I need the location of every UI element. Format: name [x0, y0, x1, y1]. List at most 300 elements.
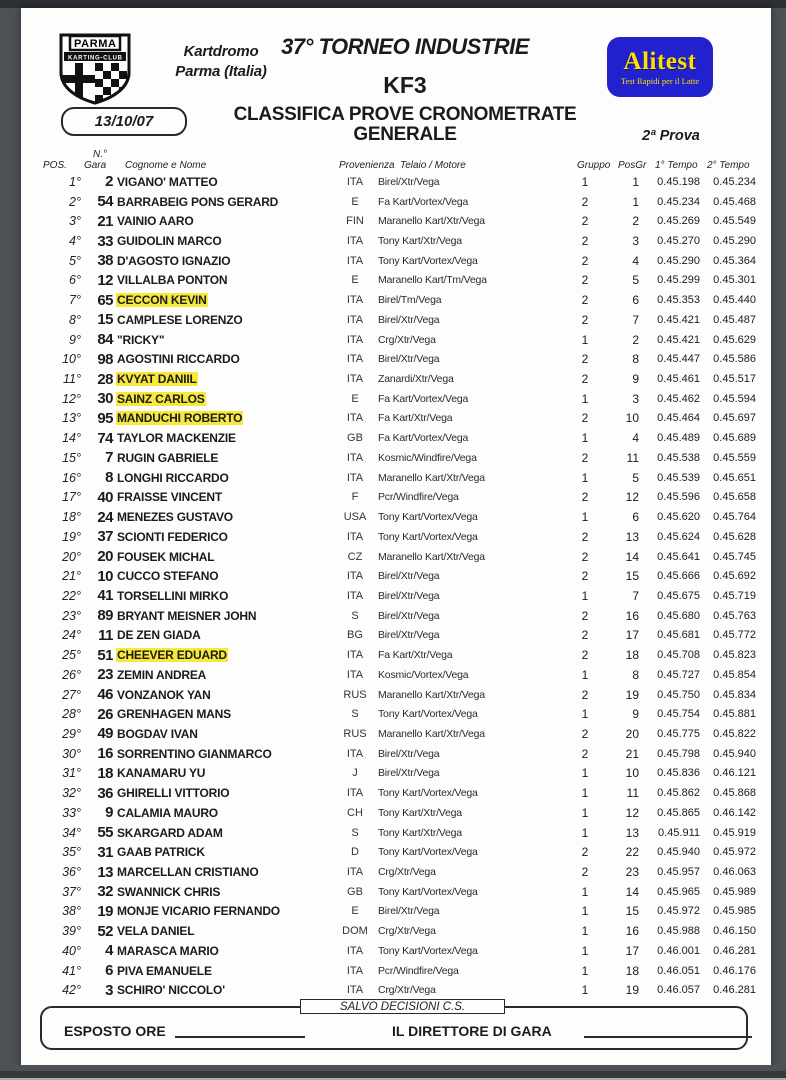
sponsor-name: Alitest — [623, 47, 697, 75]
row-provenance: E — [351, 392, 359, 405]
row-time1: 0.45.972 — [657, 905, 700, 918]
row-provenance: S — [351, 708, 359, 721]
row-time1: 0.45.538 — [657, 451, 700, 464]
direttore-signature-line — [584, 1036, 752, 1038]
table-row — [35, 921, 771, 941]
row-driver-name: AGOSTINI RICCARDO — [117, 352, 240, 367]
row-time2: 0.45.940 — [713, 747, 756, 760]
row-time2: 0.45.764 — [713, 511, 756, 524]
row-group: 2 — [581, 746, 589, 761]
row-position: 35° — [62, 845, 81, 860]
row-group-position: 21 — [625, 746, 639, 761]
row-position: 27° — [62, 687, 81, 702]
row-time2: 0.45.985 — [713, 905, 756, 918]
row-driver-name: VONZANOK YAN — [117, 687, 211, 702]
row-group-position: 5 — [632, 273, 639, 288]
row-time1: 0.45.624 — [657, 530, 700, 543]
row-time2: 0.45.868 — [713, 787, 756, 800]
row-group: 1 — [581, 983, 589, 998]
row-driver-name: PIVA EMANUELE — [117, 963, 212, 978]
table-row — [35, 941, 771, 961]
row-provenance: ITA — [346, 412, 364, 425]
row-race-number: 46 — [97, 686, 113, 704]
row-race-number: 23 — [97, 666, 113, 684]
row-chassis-engine: Pcr/Windfire/Vega — [378, 964, 459, 977]
row-chassis-engine: Birel/Xtr/Vega — [378, 747, 440, 760]
row-provenance: ITA — [346, 589, 364, 602]
row-provenance: DOM — [342, 925, 368, 938]
row-position: 42° — [62, 983, 81, 998]
row-group: 1 — [581, 707, 589, 722]
row-group-position: 4 — [632, 431, 639, 446]
row-time2: 0.45.772 — [713, 629, 756, 642]
row-provenance: USA — [343, 511, 367, 524]
row-position: 2° — [69, 194, 81, 209]
row-race-number: 38 — [97, 252, 113, 270]
row-chassis-engine: Birel/Xtr/Vega — [378, 353, 440, 366]
row-driver-name: TAYLOR MACKENZIE — [117, 431, 236, 446]
club-name-line2: Parma (Italia) — [175, 63, 267, 81]
row-driver-name: VAINIO AARO — [117, 214, 194, 229]
row-group-position: 20 — [625, 726, 639, 741]
row-chassis-engine: Pcr/Windfire/Vega — [378, 491, 459, 504]
table-row — [35, 961, 771, 981]
table-row — [35, 448, 771, 468]
row-race-number: 36 — [97, 784, 113, 802]
row-provenance: ITA — [346, 294, 364, 307]
table-row — [35, 783, 771, 803]
table-row — [35, 428, 771, 448]
row-time2: 0.45.689 — [713, 432, 756, 445]
salvo-decisioni-box: SALVO DECISIONI C.S. — [300, 999, 505, 1014]
row-provenance: ITA — [346, 353, 364, 366]
row-group-position: 11 — [626, 786, 639, 801]
row-provenance: FIN — [346, 215, 364, 228]
row-provenance: D — [351, 846, 359, 859]
row-race-number: 84 — [97, 331, 113, 349]
row-group-position: 19 — [625, 983, 639, 998]
row-driver-name: CAMPLESE LORENZO — [117, 312, 243, 327]
table-row — [35, 744, 771, 764]
row-driver-name: FRAISSE VINCENT — [117, 490, 223, 505]
row-provenance: S — [351, 609, 359, 622]
row-time1: 0.46.051 — [657, 964, 700, 977]
row-group: 1 — [581, 588, 589, 603]
table-column-headers — [21, 148, 771, 171]
esposto-ore-label: ESPOSTO ORE — [64, 1023, 166, 1039]
row-time2: 0.45.834 — [713, 688, 756, 701]
row-group: 2 — [581, 312, 589, 327]
table-row — [35, 980, 771, 1000]
row-time1: 0.45.270 — [657, 235, 700, 248]
row-chassis-engine: Birel/Tm/Vega — [378, 294, 442, 307]
row-chassis-engine: Birel/Xtr/Vega — [378, 570, 440, 583]
row-position: 25° — [62, 648, 81, 663]
row-race-number: 20 — [97, 548, 113, 566]
row-chassis-engine: Tony Kart/Vortex/Vega — [378, 944, 478, 957]
row-group-position: 16 — [625, 608, 639, 623]
table-row — [35, 803, 771, 823]
row-time1: 0.45.836 — [657, 767, 700, 780]
row-time1: 0.45.865 — [657, 806, 700, 819]
row-race-number: 19 — [97, 902, 113, 920]
row-driver-name: GAAB PATRICK — [117, 845, 205, 860]
header-pos: POS. — [43, 160, 67, 171]
row-group-position: 6 — [632, 293, 639, 308]
table-row — [35, 192, 771, 212]
header-posgr: PosGr — [618, 160, 647, 171]
row-time1: 0.45.447 — [657, 353, 700, 366]
row-position: 3° — [69, 214, 81, 229]
row-time1: 0.45.489 — [657, 432, 700, 445]
row-group-position: 18 — [625, 648, 639, 663]
row-time2: 0.45.881 — [713, 708, 756, 721]
results-table-body — [21, 172, 771, 1000]
row-time2: 0.45.468 — [713, 195, 756, 208]
row-provenance: S — [351, 826, 359, 839]
row-provenance: ITA — [346, 175, 364, 188]
row-race-number: 2 — [105, 173, 113, 191]
row-group-position: 14 — [625, 549, 639, 564]
row-group-position: 9 — [632, 707, 639, 722]
table-row — [35, 290, 771, 310]
row-provenance: ITA — [346, 570, 364, 583]
row-provenance: J — [352, 767, 358, 780]
row-group: 2 — [581, 529, 589, 544]
row-provenance: BG — [347, 629, 363, 642]
row-time2: 0.45.517 — [713, 373, 756, 386]
row-chassis-engine: Maranello Kart/Xtr/Vega — [378, 471, 485, 484]
row-driver-name: BOGDAV IVAN — [117, 726, 198, 741]
row-time1: 0.45.675 — [657, 589, 700, 602]
row-group-position: 5 — [632, 470, 639, 485]
row-driver-name: GHIRELLI VITTORIO — [117, 786, 230, 801]
row-race-number: 3 — [105, 981, 113, 999]
row-time1: 0.45.462 — [657, 392, 700, 405]
row-chassis-engine: Maranello Kart/Tm/Vega — [378, 274, 487, 287]
row-group-position: 12 — [625, 805, 639, 820]
row-driver-name: KVYAT DANIIL — [117, 372, 197, 387]
classification-title-line1: CLASSIFICA PROVE CRONOMETRATE — [233, 104, 577, 125]
date-box: 13/10/07 — [61, 107, 187, 136]
table-row — [35, 862, 771, 882]
row-driver-name: SWANNICK CHRIS — [117, 884, 221, 899]
table-row — [35, 547, 771, 567]
row-position: 13° — [62, 411, 81, 426]
row-group-position: 23 — [625, 865, 639, 880]
row-time2: 0.45.919 — [713, 826, 756, 839]
row-position: 22° — [62, 588, 81, 603]
row-group: 1 — [581, 766, 589, 781]
row-chassis-engine: Tony Kart/Vortex/Vega — [378, 787, 478, 800]
row-group-position: 17 — [625, 628, 639, 643]
row-time1: 0.45.421 — [657, 313, 700, 326]
row-time1: 0.45.299 — [657, 274, 700, 287]
row-time2: 0.45.854 — [713, 668, 756, 681]
row-group-position: 8 — [632, 352, 639, 367]
row-position: 36° — [62, 865, 81, 880]
row-group-position: 13 — [625, 825, 639, 840]
row-time1: 0.45.681 — [657, 629, 700, 642]
row-driver-name: D'AGOSTO IGNAZIO — [117, 253, 231, 268]
row-group-position: 6 — [632, 510, 639, 525]
row-time2: 0.46.121 — [713, 767, 756, 780]
row-time1: 0.45.641 — [657, 550, 700, 563]
row-position: 9° — [69, 332, 81, 347]
table-row — [35, 271, 771, 291]
row-group: 2 — [581, 194, 589, 209]
row-time2: 0.45.972 — [713, 846, 756, 859]
header-name: Cognome e Nome — [125, 160, 207, 171]
classification-title — [225, 105, 585, 145]
row-driver-name: MENEZES GUSTAVO — [117, 510, 233, 525]
row-driver-name: DE ZEN GIADA — [117, 628, 201, 643]
row-position: 37° — [62, 884, 81, 899]
row-chassis-engine: Tony Kart/Vortex/Vega — [378, 846, 478, 859]
row-time1: 0.45.421 — [657, 333, 700, 346]
row-position: 1° — [69, 174, 81, 189]
row-driver-name: "RICKY" — [117, 332, 165, 347]
row-chassis-engine: Birel/Xtr/Vega — [378, 767, 440, 780]
row-group-position: 15 — [625, 569, 639, 584]
row-position: 15° — [62, 450, 81, 465]
row-group: 2 — [581, 293, 589, 308]
row-group-position: 17 — [625, 943, 639, 958]
row-time1: 0.46.001 — [657, 944, 700, 957]
row-provenance: ITA — [346, 944, 364, 957]
row-time1: 0.45.727 — [657, 668, 700, 681]
row-position: 8° — [69, 312, 81, 327]
row-race-number: 12 — [97, 271, 113, 289]
row-group-position: 18 — [625, 963, 639, 978]
table-row — [35, 685, 771, 705]
row-time1: 0.45.940 — [657, 846, 700, 859]
row-provenance: ITA — [346, 668, 364, 681]
row-group: 1 — [581, 963, 589, 978]
row-driver-name: ZEMIN ANDREA — [117, 667, 207, 682]
row-time1: 0.45.596 — [657, 491, 700, 504]
row-chassis-engine: Maranello Kart/Xtr/Vega — [378, 550, 485, 563]
row-time2: 0.46.176 — [713, 964, 756, 977]
table-row — [35, 704, 771, 724]
row-race-number: 8 — [105, 469, 113, 487]
row-position: 40° — [62, 943, 81, 958]
row-time2: 0.45.629 — [713, 333, 756, 346]
row-driver-name: SCIONTI FEDERICO — [117, 529, 228, 544]
row-position: 19° — [62, 529, 81, 544]
row-driver-name: SAINZ CARLOS — [117, 391, 205, 406]
row-position: 12° — [62, 391, 81, 406]
row-driver-name: CHEEVER EDUARD — [117, 648, 227, 663]
table-row — [35, 507, 771, 527]
row-group: 1 — [581, 825, 589, 840]
row-driver-name: GUIDOLIN MARCO — [117, 234, 222, 249]
row-chassis-engine: Tony Kart/Vortex/Vega — [378, 511, 478, 524]
row-provenance: RUS — [343, 688, 367, 701]
row-chassis-engine: Tony Kart/Xtr/Vega — [378, 826, 462, 839]
row-group: 1 — [581, 943, 589, 958]
row-position: 10° — [62, 352, 81, 367]
row-group: 1 — [581, 667, 589, 682]
row-group: 2 — [581, 490, 589, 505]
row-race-number: 37 — [97, 528, 113, 546]
row-position: 14° — [62, 431, 81, 446]
row-time1: 0.45.290 — [657, 254, 700, 267]
row-time1: 0.45.988 — [657, 925, 700, 938]
table-row — [35, 211, 771, 231]
row-group-position: 4 — [632, 253, 639, 268]
row-group-position: 15 — [625, 904, 639, 919]
row-chassis-engine: Birel/Xtr/Vega — [378, 609, 440, 622]
table-row — [35, 842, 771, 862]
row-provenance: F — [351, 491, 359, 504]
row-position: 34° — [62, 825, 81, 840]
row-time1: 0.45.198 — [657, 175, 700, 188]
row-race-number: 21 — [97, 212, 113, 230]
table-row — [35, 330, 771, 350]
row-time1: 0.45.680 — [657, 609, 700, 622]
row-chassis-engine: Crg/Xtr/Vega — [378, 866, 436, 879]
row-time1: 0.45.269 — [657, 215, 700, 228]
table-row — [35, 251, 771, 271]
row-chassis-engine: Birel/Xtr/Vega — [378, 313, 440, 326]
row-position: 39° — [62, 924, 81, 939]
row-time1: 0.45.862 — [657, 787, 700, 800]
sponsor-logo — [607, 37, 713, 97]
row-group: 2 — [581, 549, 589, 564]
row-time2: 0.46.281 — [713, 984, 756, 997]
table-row — [35, 902, 771, 922]
club-name — [159, 42, 283, 83]
row-chassis-engine: Tony Kart/Vortex/Vega — [378, 254, 478, 267]
row-time1: 0.45.353 — [657, 294, 700, 307]
table-row — [35, 724, 771, 744]
row-time2: 0.45.549 — [713, 215, 756, 228]
row-time2: 0.46.150 — [713, 925, 756, 938]
row-race-number: 95 — [97, 409, 113, 427]
row-provenance: ITA — [346, 471, 364, 484]
row-chassis-engine: Fa Kart/Xtr/Vega — [378, 649, 453, 662]
row-driver-name: LONGHI RICCARDO — [117, 470, 229, 485]
row-chassis-engine: Birel/Xtr/Vega — [378, 629, 440, 642]
row-provenance: GB — [347, 885, 363, 898]
row-time1: 0.45.754 — [657, 708, 700, 721]
row-provenance: CZ — [347, 550, 363, 563]
row-time2: 0.45.234 — [713, 175, 756, 188]
table-row — [35, 586, 771, 606]
row-driver-name: RUGIN GABRIELE — [117, 450, 219, 465]
row-driver-name: VILLALBA PONTON — [117, 273, 228, 288]
row-race-number: 11 — [98, 626, 113, 644]
row-group: 1 — [581, 904, 589, 919]
row-time1: 0.45.798 — [657, 747, 700, 760]
row-chassis-engine: Crg/Xtr/Vega — [378, 925, 436, 938]
viewer-top-bar — [0, 0, 786, 8]
row-time2: 0.45.559 — [713, 451, 756, 464]
row-time2: 0.45.989 — [713, 885, 756, 898]
row-position: 6° — [69, 273, 81, 288]
club-name-line1: Kartdromo — [183, 43, 259, 60]
row-group-position: 1 — [632, 194, 639, 209]
row-time2: 0.45.594 — [713, 392, 756, 405]
row-chassis-engine: Birel/Xtr/Vega — [378, 175, 440, 188]
row-chassis-engine: Birel/Xtr/Vega — [378, 589, 440, 602]
row-group: 2 — [581, 214, 589, 229]
table-row — [35, 764, 771, 784]
row-race-number: 15 — [97, 311, 113, 329]
row-chassis-engine: Tony Kart/Xtr/Vega — [378, 235, 462, 248]
row-provenance: ITA — [346, 787, 364, 800]
row-group: 1 — [581, 805, 589, 820]
row-position: 4° — [69, 234, 81, 249]
row-driver-name: MARASCA MARIO — [117, 943, 219, 958]
row-race-number: 52 — [97, 922, 113, 940]
row-race-number: 16 — [97, 745, 113, 763]
logo-strip-text: KARTING-CLUB — [68, 55, 122, 62]
row-position: 16° — [62, 470, 81, 485]
header-gruppo: Gruppo — [577, 160, 611, 171]
direttore-label: IL DIRETTORE DI GARA — [392, 1023, 552, 1039]
row-group: 2 — [581, 273, 589, 288]
table-row — [35, 606, 771, 626]
row-provenance: ITA — [346, 235, 364, 248]
row-time1: 0.45.957 — [657, 866, 700, 879]
row-position: 20° — [62, 549, 81, 564]
row-group: 1 — [581, 431, 589, 446]
row-group-position: 7 — [632, 588, 639, 603]
row-group: 2 — [581, 628, 589, 643]
row-provenance: CH — [347, 806, 363, 819]
row-chassis-engine: Crg/Xtr/Vega — [378, 984, 436, 997]
row-provenance: ITA — [346, 964, 364, 977]
row-position: 18° — [62, 510, 81, 525]
row-group: 2 — [581, 865, 589, 880]
table-row — [35, 626, 771, 646]
row-position: 31° — [62, 766, 81, 781]
row-race-number: 54 — [97, 193, 113, 211]
row-group: 2 — [581, 687, 589, 702]
row-time1: 0.45.708 — [657, 649, 700, 662]
row-time1: 0.45.464 — [657, 412, 700, 425]
row-group: 1 — [581, 786, 589, 801]
table-row — [35, 231, 771, 251]
row-driver-name: CUCCO STEFANO — [117, 569, 219, 584]
row-group: 2 — [581, 648, 589, 663]
row-group-position: 11 — [626, 450, 639, 465]
row-position: 21° — [62, 569, 81, 584]
row-time1: 0.45.775 — [657, 727, 700, 740]
row-time2: 0.45.364 — [713, 254, 756, 267]
row-provenance: ITA — [346, 747, 364, 760]
row-group: 1 — [581, 510, 589, 525]
row-provenance: ITA — [346, 530, 364, 543]
row-time2: 0.45.822 — [713, 727, 756, 740]
row-group-position: 2 — [632, 332, 639, 347]
row-race-number: 55 — [97, 824, 113, 842]
row-chassis-engine: Maranello Kart/Xtr/Vega — [378, 215, 485, 228]
viewer-bottom-area — [0, 1065, 786, 1080]
table-row — [35, 665, 771, 685]
row-provenance: E — [351, 195, 359, 208]
logo-banner-text: PARMA — [74, 38, 116, 50]
classification-title-line2: GENERALE — [353, 124, 457, 145]
row-time1: 0.45.620 — [657, 511, 700, 524]
row-race-number: 7 — [105, 449, 113, 467]
row-race-number: 18 — [97, 764, 113, 782]
row-race-number: 31 — [97, 843, 113, 861]
row-driver-name: SORRENTINO GIANMARCO — [117, 746, 272, 761]
table-row — [35, 468, 771, 488]
